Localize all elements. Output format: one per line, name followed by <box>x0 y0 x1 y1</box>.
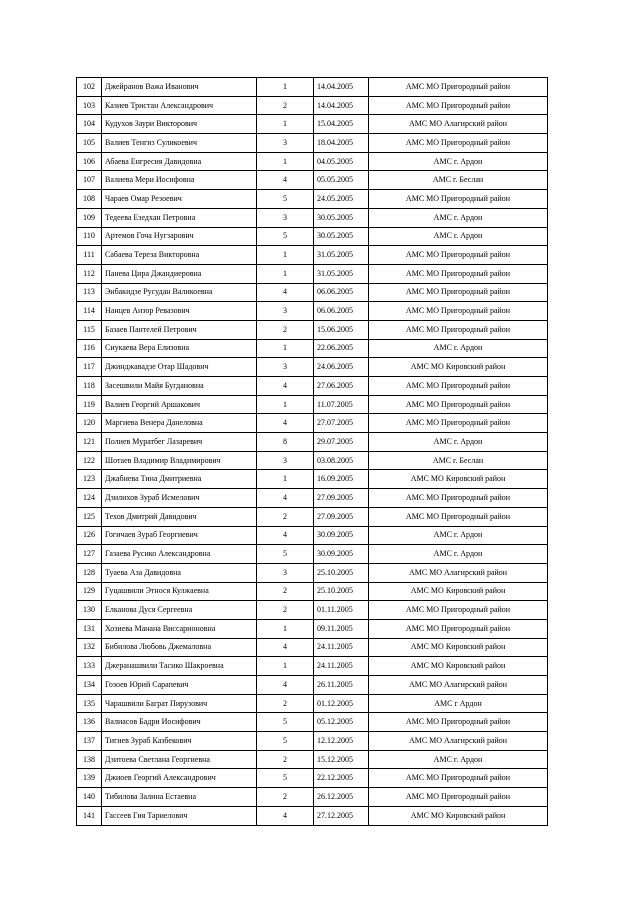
table-row <box>77 302 548 321</box>
family-count: 1 <box>257 339 314 358</box>
administration-name: АМС г. Ардон <box>369 433 548 452</box>
family-count: 2 <box>257 750 314 769</box>
administration-name: АМС МО Пригородный район <box>369 246 548 265</box>
row-number: 108 <box>77 190 102 209</box>
person-name: Дзитоева Светлана Георгиевна <box>102 750 257 769</box>
row-number: 118 <box>77 377 102 396</box>
person-name: Сабаева Тереза Викторовна <box>102 246 257 265</box>
family-count: 4 <box>257 414 314 433</box>
table-row <box>77 713 548 732</box>
row-number: 112 <box>77 264 102 283</box>
administration-name: АМС МО Пригородный район <box>369 619 548 638</box>
family-count: 4 <box>257 283 314 302</box>
family-count: 3 <box>257 563 314 582</box>
administration-name: АМС г. Ардон <box>369 152 548 171</box>
administration-name: АМС МО Кировский район <box>369 358 548 377</box>
administration-name: АМС МО Пригородный район <box>369 713 548 732</box>
row-number: 107 <box>77 171 102 190</box>
registration-date: 24.11.2005 <box>314 657 369 676</box>
administration-name: АМС г. Ардон <box>369 208 548 227</box>
family-count: 3 <box>257 451 314 470</box>
person-name: Газаева Русико Александровна <box>102 545 257 564</box>
family-count: 2 <box>257 96 314 115</box>
row-number: 125 <box>77 507 102 526</box>
table-row <box>77 563 548 582</box>
table-row <box>77 545 548 564</box>
registration-date: 15.06.2005 <box>314 320 369 339</box>
administration-name: АМС МО Алагирский район <box>369 563 548 582</box>
row-number: 124 <box>77 489 102 508</box>
table-row <box>77 769 548 788</box>
family-count: 2 <box>257 320 314 339</box>
table-row <box>77 190 548 209</box>
registration-date: 31.05.2005 <box>314 264 369 283</box>
person-name: Джейранов Важа Иванович <box>102 78 257 97</box>
table-row <box>77 657 548 676</box>
row-number: 140 <box>77 788 102 807</box>
table-row <box>77 264 548 283</box>
registration-date: 18.04.2005 <box>314 134 369 153</box>
person-name: Чараев Омар Резоевич <box>102 190 257 209</box>
family-count: 1 <box>257 78 314 97</box>
family-count: 5 <box>257 227 314 246</box>
table-row <box>77 806 548 825</box>
row-number: 139 <box>77 769 102 788</box>
administration-name: АМС МО Пригородный район <box>369 507 548 526</box>
person-name: Гассеев Гия Тариелович <box>102 806 257 825</box>
registration-date: 05.05.2005 <box>314 171 369 190</box>
registration-date: 04.05.2005 <box>314 152 369 171</box>
family-count: 3 <box>257 358 314 377</box>
registration-date: 25.10.2005 <box>314 582 369 601</box>
registration-date: 09.11.2005 <box>314 619 369 638</box>
table-row <box>77 788 548 807</box>
administration-name: АМС МО Кировский район <box>369 638 548 657</box>
registration-date: 31.05.2005 <box>314 246 369 265</box>
table-row <box>77 115 548 134</box>
registration-date: 27.06.2005 <box>314 377 369 396</box>
administration-name: АМС МО Пригородный район <box>369 769 548 788</box>
row-number: 128 <box>77 563 102 582</box>
row-number: 131 <box>77 619 102 638</box>
administration-name: АМС г. Ардон <box>369 227 548 246</box>
registration-date: 26.11.2005 <box>314 676 369 695</box>
family-count: 1 <box>257 619 314 638</box>
person-name: Елканова Дуся Сергеевна <box>102 601 257 620</box>
table-row <box>77 750 548 769</box>
row-number: 129 <box>77 582 102 601</box>
row-number: 105 <box>77 134 102 153</box>
family-count: 1 <box>257 470 314 489</box>
registration-date: 16.09.2005 <box>314 470 369 489</box>
administration-name: АМС МО Алагирский район <box>369 732 548 751</box>
administration-name: АМС МО Пригородный район <box>369 78 548 97</box>
registration-date: 27.07.2005 <box>314 414 369 433</box>
administration-name: АМС МО Кировский район <box>369 470 548 489</box>
table-row <box>77 433 548 452</box>
table-row <box>77 358 548 377</box>
family-count: 4 <box>257 489 314 508</box>
row-number: 102 <box>77 78 102 97</box>
family-count: 4 <box>257 377 314 396</box>
person-name: Валиева Мери Иосифовна <box>102 171 257 190</box>
family-count: 1 <box>257 152 314 171</box>
family-count: 8 <box>257 433 314 452</box>
row-number: 127 <box>77 545 102 564</box>
person-name: Тедеева Езедхан Петровна <box>102 208 257 227</box>
family-count: 5 <box>257 732 314 751</box>
family-count: 5 <box>257 713 314 732</box>
table-row <box>77 96 548 115</box>
person-name: Чарашвили Баграт Пирузович <box>102 694 257 713</box>
registration-date: 22.12.2005 <box>314 769 369 788</box>
registration-date: 27.12.2005 <box>314 806 369 825</box>
person-name: Эибакидзе Русудан Валикоевна <box>102 283 257 302</box>
administration-name: АМС МО Пригородный район <box>369 190 548 209</box>
family-count: 4 <box>257 171 314 190</box>
administration-name: АМС МО Кировский район <box>369 806 548 825</box>
administration-name: АМС МО Пригородный район <box>369 283 548 302</box>
person-name: Артемов Гоча Нугзарович <box>102 227 257 246</box>
registration-date: 27.09.2005 <box>314 489 369 508</box>
family-count: 4 <box>257 638 314 657</box>
registration-date: 01.12.2005 <box>314 694 369 713</box>
row-number: 141 <box>77 806 102 825</box>
table-row <box>77 78 548 97</box>
family-count: 5 <box>257 190 314 209</box>
table-row <box>77 339 548 358</box>
registry-table-body <box>77 78 548 826</box>
family-count: 2 <box>257 507 314 526</box>
person-name: Абаева Енгресия Давидовна <box>102 152 257 171</box>
family-count: 1 <box>257 115 314 134</box>
family-count: 5 <box>257 545 314 564</box>
table-row <box>77 526 548 545</box>
person-name: Бибилова Любовь Джемаловна <box>102 638 257 657</box>
person-name: Гозоев Юрий Сарапевич <box>102 676 257 695</box>
row-number: 132 <box>77 638 102 657</box>
administration-name: АМС МО Пригородный район <box>369 96 548 115</box>
family-count: 2 <box>257 788 314 807</box>
table-row <box>77 601 548 620</box>
administration-name: АМС МО Пригородный район <box>369 134 548 153</box>
person-name: Техов Дмитрий Давидович <box>102 507 257 526</box>
row-number: 134 <box>77 676 102 695</box>
administration-name: АМС МО Пригородный район <box>369 377 548 396</box>
row-number: 121 <box>77 433 102 452</box>
table-row <box>77 732 548 751</box>
administration-name: АМС МО Алагирский район <box>369 676 548 695</box>
administration-name: АМС МО Пригородный район <box>369 788 548 807</box>
row-number: 117 <box>77 358 102 377</box>
administration-name: АМС г Ардон <box>369 694 548 713</box>
row-number: 116 <box>77 339 102 358</box>
person-name: Тигиев Зураб Казбекович <box>102 732 257 751</box>
person-name: Гуцашвили Этнося Кулжаевна <box>102 582 257 601</box>
row-number: 133 <box>77 657 102 676</box>
administration-name: АМС МО Пригородный район <box>369 414 548 433</box>
administration-name: АМС МО Пригородный район <box>369 489 548 508</box>
registration-date: 26.12.2005 <box>314 788 369 807</box>
table-row <box>77 208 548 227</box>
administration-name: АМС МО Пригородный район <box>369 395 548 414</box>
row-number: 104 <box>77 115 102 134</box>
table-row <box>77 694 548 713</box>
row-number: 115 <box>77 320 102 339</box>
family-count: 4 <box>257 806 314 825</box>
row-number: 130 <box>77 601 102 620</box>
person-name: Засешвили Майя Бугдановна <box>102 377 257 396</box>
table-row <box>77 171 548 190</box>
person-name: Джеранашвили Тасико Шакроевна <box>102 657 257 676</box>
table-row <box>77 489 548 508</box>
row-number: 126 <box>77 526 102 545</box>
administration-name: АМС МО Пригородный район <box>369 302 548 321</box>
person-name: Дзилихов Зураб Исмелович <box>102 489 257 508</box>
person-name: Базаев Пантелей Петрович <box>102 320 257 339</box>
person-name: Джабиева Тина Дмитриевна <box>102 470 257 489</box>
row-number: 136 <box>77 713 102 732</box>
family-count: 1 <box>257 395 314 414</box>
family-count: 2 <box>257 582 314 601</box>
row-number: 123 <box>77 470 102 489</box>
registration-date: 06.06.2005 <box>314 302 369 321</box>
registration-date: 27.09.2005 <box>314 507 369 526</box>
person-name: Хозиева Манана Виссарионовна <box>102 619 257 638</box>
table-row <box>77 638 548 657</box>
person-name: Валиасов Бадри Иосифович <box>102 713 257 732</box>
registration-date: 30.05.2005 <box>314 227 369 246</box>
registration-date: 25.10.2005 <box>314 563 369 582</box>
administration-name: АМС г. Ардон <box>369 750 548 769</box>
table-row <box>77 283 548 302</box>
registration-date: 14.04.2005 <box>314 96 369 115</box>
person-name: Нанцев Анзор Ревазович <box>102 302 257 321</box>
administration-name: АМС МО Кировский район <box>369 582 548 601</box>
person-name: Гогичаев Зураб Георгиевич <box>102 526 257 545</box>
row-number: 103 <box>77 96 102 115</box>
person-name: Маргиева Венера Данеловна <box>102 414 257 433</box>
administration-name: АМС МО Пригородный район <box>369 601 548 620</box>
row-number: 111 <box>77 246 102 265</box>
family-count: 3 <box>257 302 314 321</box>
table-row <box>77 619 548 638</box>
table-row <box>77 414 548 433</box>
person-name: Валиев Тенгиз Суликоевич <box>102 134 257 153</box>
family-count: 3 <box>257 134 314 153</box>
row-number: 135 <box>77 694 102 713</box>
person-name: Джиоев Георгий Александрович <box>102 769 257 788</box>
family-count: 1 <box>257 246 314 265</box>
registration-date: 24.06.2005 <box>314 358 369 377</box>
table-row <box>77 507 548 526</box>
row-number: 138 <box>77 750 102 769</box>
registration-date: 24.05.2005 <box>314 190 369 209</box>
person-name: Полиев Муратбег Лазаревич <box>102 433 257 452</box>
registration-date: 29.07.2005 <box>314 433 369 452</box>
person-name: Туаева Аза Давидовна <box>102 563 257 582</box>
family-count: 2 <box>257 601 314 620</box>
person-name: Сиукаева Вера Елизовна <box>102 339 257 358</box>
registration-date: 30.09.2005 <box>314 526 369 545</box>
registration-date: 22.06.2005 <box>314 339 369 358</box>
table-row <box>77 320 548 339</box>
person-name: Казиев Тристан Александрович <box>102 96 257 115</box>
table-row <box>77 246 548 265</box>
registration-date: 15.04.2005 <box>314 115 369 134</box>
table-row <box>77 676 548 695</box>
administration-name: АМС г. Ардон <box>369 339 548 358</box>
table-row <box>77 152 548 171</box>
row-number: 122 <box>77 451 102 470</box>
registration-date: 30.05.2005 <box>314 208 369 227</box>
table-row <box>77 134 548 153</box>
registration-date: 30.09.2005 <box>314 545 369 564</box>
family-count: 4 <box>257 526 314 545</box>
administration-name: АМС г. Беслан <box>369 451 548 470</box>
table-row <box>77 451 548 470</box>
person-name: Тибилова Залина Естаевна <box>102 788 257 807</box>
person-name: Валиев Георгий Аршакович <box>102 395 257 414</box>
registry-table <box>76 77 548 826</box>
registration-date: 01.11.2005 <box>314 601 369 620</box>
family-count: 5 <box>257 769 314 788</box>
registration-date: 11.07.2005 <box>314 395 369 414</box>
row-number: 120 <box>77 414 102 433</box>
table-row <box>77 227 548 246</box>
registration-date: 06.06.2005 <box>314 283 369 302</box>
registration-date: 12.12.2005 <box>314 732 369 751</box>
registration-date: 15.12.2005 <box>314 750 369 769</box>
family-count: 2 <box>257 694 314 713</box>
row-number: 137 <box>77 732 102 751</box>
administration-name: АМС МО Алагирский район <box>369 115 548 134</box>
person-name: Джинджавадзе Отар Шадович <box>102 358 257 377</box>
registration-date: 05.12.2005 <box>314 713 369 732</box>
row-number: 114 <box>77 302 102 321</box>
administration-name: АМС МО Кировский район <box>369 657 548 676</box>
administration-name: АМС г. Беслан <box>369 171 548 190</box>
family-count: 4 <box>257 676 314 695</box>
table-row <box>77 377 548 396</box>
row-number: 110 <box>77 227 102 246</box>
table-row <box>77 582 548 601</box>
table-row <box>77 395 548 414</box>
administration-name: АМС г. Ардон <box>369 526 548 545</box>
registration-date: 24.11.2005 <box>314 638 369 657</box>
person-name: Панева Цира Джандиеровна <box>102 264 257 283</box>
registration-date: 14.04.2005 <box>314 78 369 97</box>
person-name: Кудухов Заури Викторович <box>102 115 257 134</box>
registration-date: 03.08.2005 <box>314 451 369 470</box>
administration-name: АМС МО Пригородный район <box>369 320 548 339</box>
administration-name: АМС г. Ардон <box>369 545 548 564</box>
person-name: Шотаев Владимир Владимирович <box>102 451 257 470</box>
table-row <box>77 470 548 489</box>
row-number: 109 <box>77 208 102 227</box>
row-number: 106 <box>77 152 102 171</box>
row-number: 113 <box>77 283 102 302</box>
family-count: 1 <box>257 657 314 676</box>
family-count: 3 <box>257 208 314 227</box>
family-count: 1 <box>257 264 314 283</box>
row-number: 119 <box>77 395 102 414</box>
administration-name: АМС МО Пригородный район <box>369 264 548 283</box>
